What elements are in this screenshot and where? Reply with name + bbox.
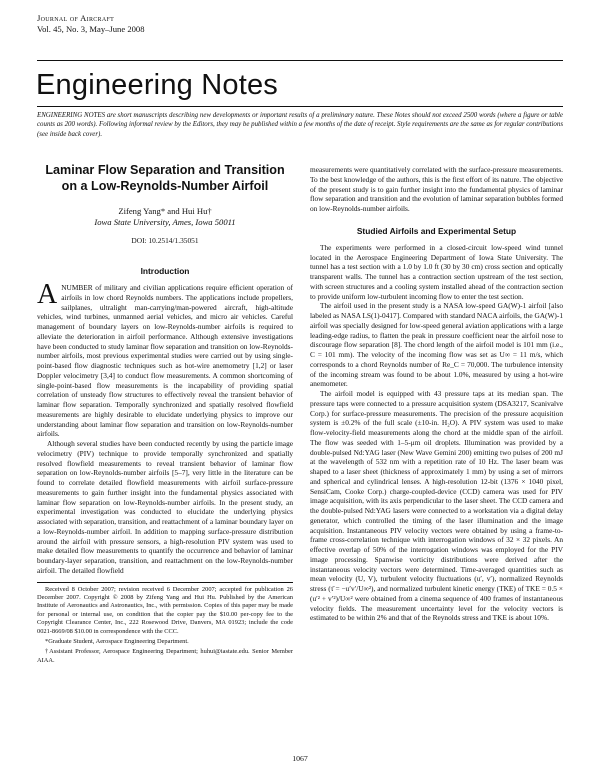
article-doi[interactable]: DOI: 10.2514/1.35051 <box>131 236 199 245</box>
footnote-professor: †Assistant Professor, Aerospace Engineering Department; huhui@iastate.edu. Senior Member AIAA. <box>37 648 293 664</box>
dropcap-letter: A <box>37 279 58 310</box>
setup-para1: The experiments were performed in a closed-circuit low-speed wind tunnel located in the Aerospace Engineering Department of Iowa State University. The tunnel has a test section with a 1.0 by 1.0 ft (30 by 30 cm) cross section and optically transparent walls. The tunnel has a contraction section upstream of the test section, with screen structures and a cooling system installed ahead of the contraction section to provide uniform low-turbulent incoming flow to enter the test section. <box>310 242 563 301</box>
setup-heading: Studied Airfoils and Experimental Setup <box>356 225 517 236</box>
introduction-para2: Although several studies have been conducted recently by using the particle image velocimetry (PIV) technique to provide temporally synchronized and spatially resolved flowfield measurements to reveal transient behavior of laminar flow separation on low-Reynolds-number airfoils [5–7], very little in the literature can be found to correlate detailed flowfield measurements with airfoil surface-pressure measurements to gain further insight into the fundamental physics associated with laminar flow separation on low-Reynolds-number airfoils. In the present study, an experimental investigation was conducted to elucidate the underlying physics associated with separation, transition, and reattachment of a laminar boundary layer on a low-Reynolds-number airfoil. In addition to mapping surface-pressure distribution around the airfoil with pressure sensors, a high-resolution PIV system was used to make detailed flow measurements to quantify the occurrence and behavior of laminar boundary-layer separation, transition, and reattachment on the low-Reynolds-number airfoil. The detailed flowfield <box>37 439 293 575</box>
section-notice: ENGINEERING NOTES are short manuscripts describing new developments or important results of a preliminary nature. These Notes should not exceed 2500 words (where a figure or table counts as 200 words). Following informal review by the Editors, they may be published within a few months of the date of receipt. Style requirements are the same as for regular contributions (see inside back cover). <box>37 112 563 138</box>
introduction-para1: NUMBER of military and civilian applications require efficient operation of airfoils in low chord Reynolds numbers. The applications include propellers, sailplanes, ultralight man-carrying/man-powered aircraft, high-altitude vehicles, wind turbines, unmanned aerial vehicles, and micro air vehicles. Careful management of boundary layers on low-Reynolds-number airfoils is required to alleviate the deterioration in airfoil performance. Although extensive investigations have been conducted to study laminar flow separation and transition on low-Reynolds-number airfoils, most previous experimental studies were carried out by using single-point-based flow diagnostic techniques such as hot-wire anemometry [1,2] or laser Doppler velocimetry [3,4] to conduct flow measurements. A common shortcoming of single-point-based flow measurements is the incapability of providing spatial correlation of unsteady flow structures to effectively reveal the transient behavior of laminar flow separation. Temporally synchronized and spatially resolved flowfield measurements are highly desirable to elucidate underlying physics to improve our understanding about laminar flow separation and transition on low-Reynolds-number airfoils. <box>37 283 293 439</box>
section-title: Engineering Notes <box>36 69 278 101</box>
header-rule-top <box>37 60 563 61</box>
introduction-heading: Introduction <box>140 266 190 276</box>
journal-name: Journal of Aircraft <box>37 13 115 23</box>
journal-header <box>37 13 145 35</box>
footnote-received: Received 8 October 2007; revision received 6 December 2007; accepted for publication 26 December 2007. Copyright © 2008 by Zifeng Yang and Hui Hu. Published by the American Institute of Aeronautics and Astronautics, Inc., with permission. Copies of this paper may be made for personal or internal use, on condition that the copier pay the $10.00 per-copy fee to the Copyright Clearance Center, Inc., 222 Rosewood Drive, Danvers, MA 01923; include the code 0021-8669/08 $10.00 in correspondence with the CCC. <box>37 585 293 635</box>
intro-continuation: measurements were quantitatively correlated with the surface-pressure measurements. To the best knowledge of the authors, this is the first effort of its nature. The objective of the present study is to gain further insight into the fundamental physics of laminar flow separation and transition and the evolution of laminar separation bubbles formed on low-Reynolds-number airfoils. <box>310 165 563 213</box>
left-column <box>37 163 293 667</box>
setup-para2: The airfoil used in the present study is a NASA low-speed GA(W)-1 airfoil [also labeled as NASA LS(1)-0417]. Compared with standard NACA airfoils, the GA(W)-1 airfoil was specially designed for low-speed general aviation applications with a large leading-edge radius, to flatten the peak in pressure coefficient near the airfoil nose to discourage flow separation [8]. The chord length of the airfoil model is 101 mm (i.e., C = 101 mm). The velocity of the incoming flow was set as U∞ = 11 m/s, which corresponds to a chord Reynolds number of Re_C = 70,000. The turbulence intensity of the incoming stream was found to be about 1.0%, measured by using a hot-wire anemometer. <box>310 301 563 389</box>
right-column <box>310 165 563 623</box>
header-rule-bottom <box>37 106 563 107</box>
journal-volume: Vol. 45, No. 3, May–June 2008 <box>37 24 145 34</box>
article-affiliation: Iowa State University, Ames, Iowa 50011 <box>94 217 236 227</box>
article-title: Laminar Flow Separation and Transition on a Low-Reynolds-Number Airfoil <box>45 163 285 193</box>
introduction-para1-wrap <box>37 279 293 439</box>
footnote-student: *Graduate Student, Aerospace Engineering Department. <box>45 637 189 645</box>
article-authors: Zifeng Yang* and Hui Hu† <box>118 206 212 216</box>
footnotes <box>37 586 293 666</box>
setup-para3: The airfoil model is equipped with 43 pressure taps at its median span. The pressure taps were connected to a pressure acquisition system (DSA3217, Scanivalve Corp.) for surface-pressure measurements. The precision of the pressure acquisition system is ±0.2% of the full scale (±10-in. H₂O). A PIV system was used to make flow-velocity-field measurements along the chord at the middle span of the airfoil. The flow was seeded with 1–5-μm oil droplets. Illumination was provided by a double-pulsed Nd:YAG laser (New Wave Gemini 200) emitting two pulses of 200 mJ at the wavelength of 532 nm with a repetition rate of 10 Hz. The laser beam was shaped to a laser sheet (thickness of approximately 1 mm) by using a set of mirrors and spherical and cylindrical lenses. A high-resolution 12-bit (1376 × 1040 pixel, SensiCam, Cooke Corp.) charge-coupled-device (CCD) camera was used for PIV image acquisition, with its axis perpendicular to the laser sheet. The CCD camera and the double-pulsed Nd:YAG lasers were connected to a workstation via a digital delay generator, which controlled the timing of the laser illumination and the image acquisition. Instantaneous PIV velocity vectors were obtained by using a frame-to-frame cross-correlation technique with interrogation windows of 32 × 32 pixels. An effective overlap of 50% of the interrogation windows was employed for the PIV image processing. Spanwise vorticity distributions were derived after the instantaneous velocity vectors were determined. Time-averaged quantities such as mean velocity (U, V), turbulent velocity fluctuations (u′, v′), normalized Reynolds stress (τ̄ = −u′v′/U∞²), and normalized turbulent kinetic energy (TKE) of TKE = 0.5 × (u′² + v′²)/U∞² were obtained from a cinema sequence of 400 frames of instantaneous velocity fields. The measurement uncertainty level for the velocity vectors is estimated to be within 2% and that of the Reynolds stress and TKE is about 10%. <box>310 389 563 623</box>
page-number: 1067 <box>292 754 308 763</box>
footnote-rule <box>37 582 293 583</box>
